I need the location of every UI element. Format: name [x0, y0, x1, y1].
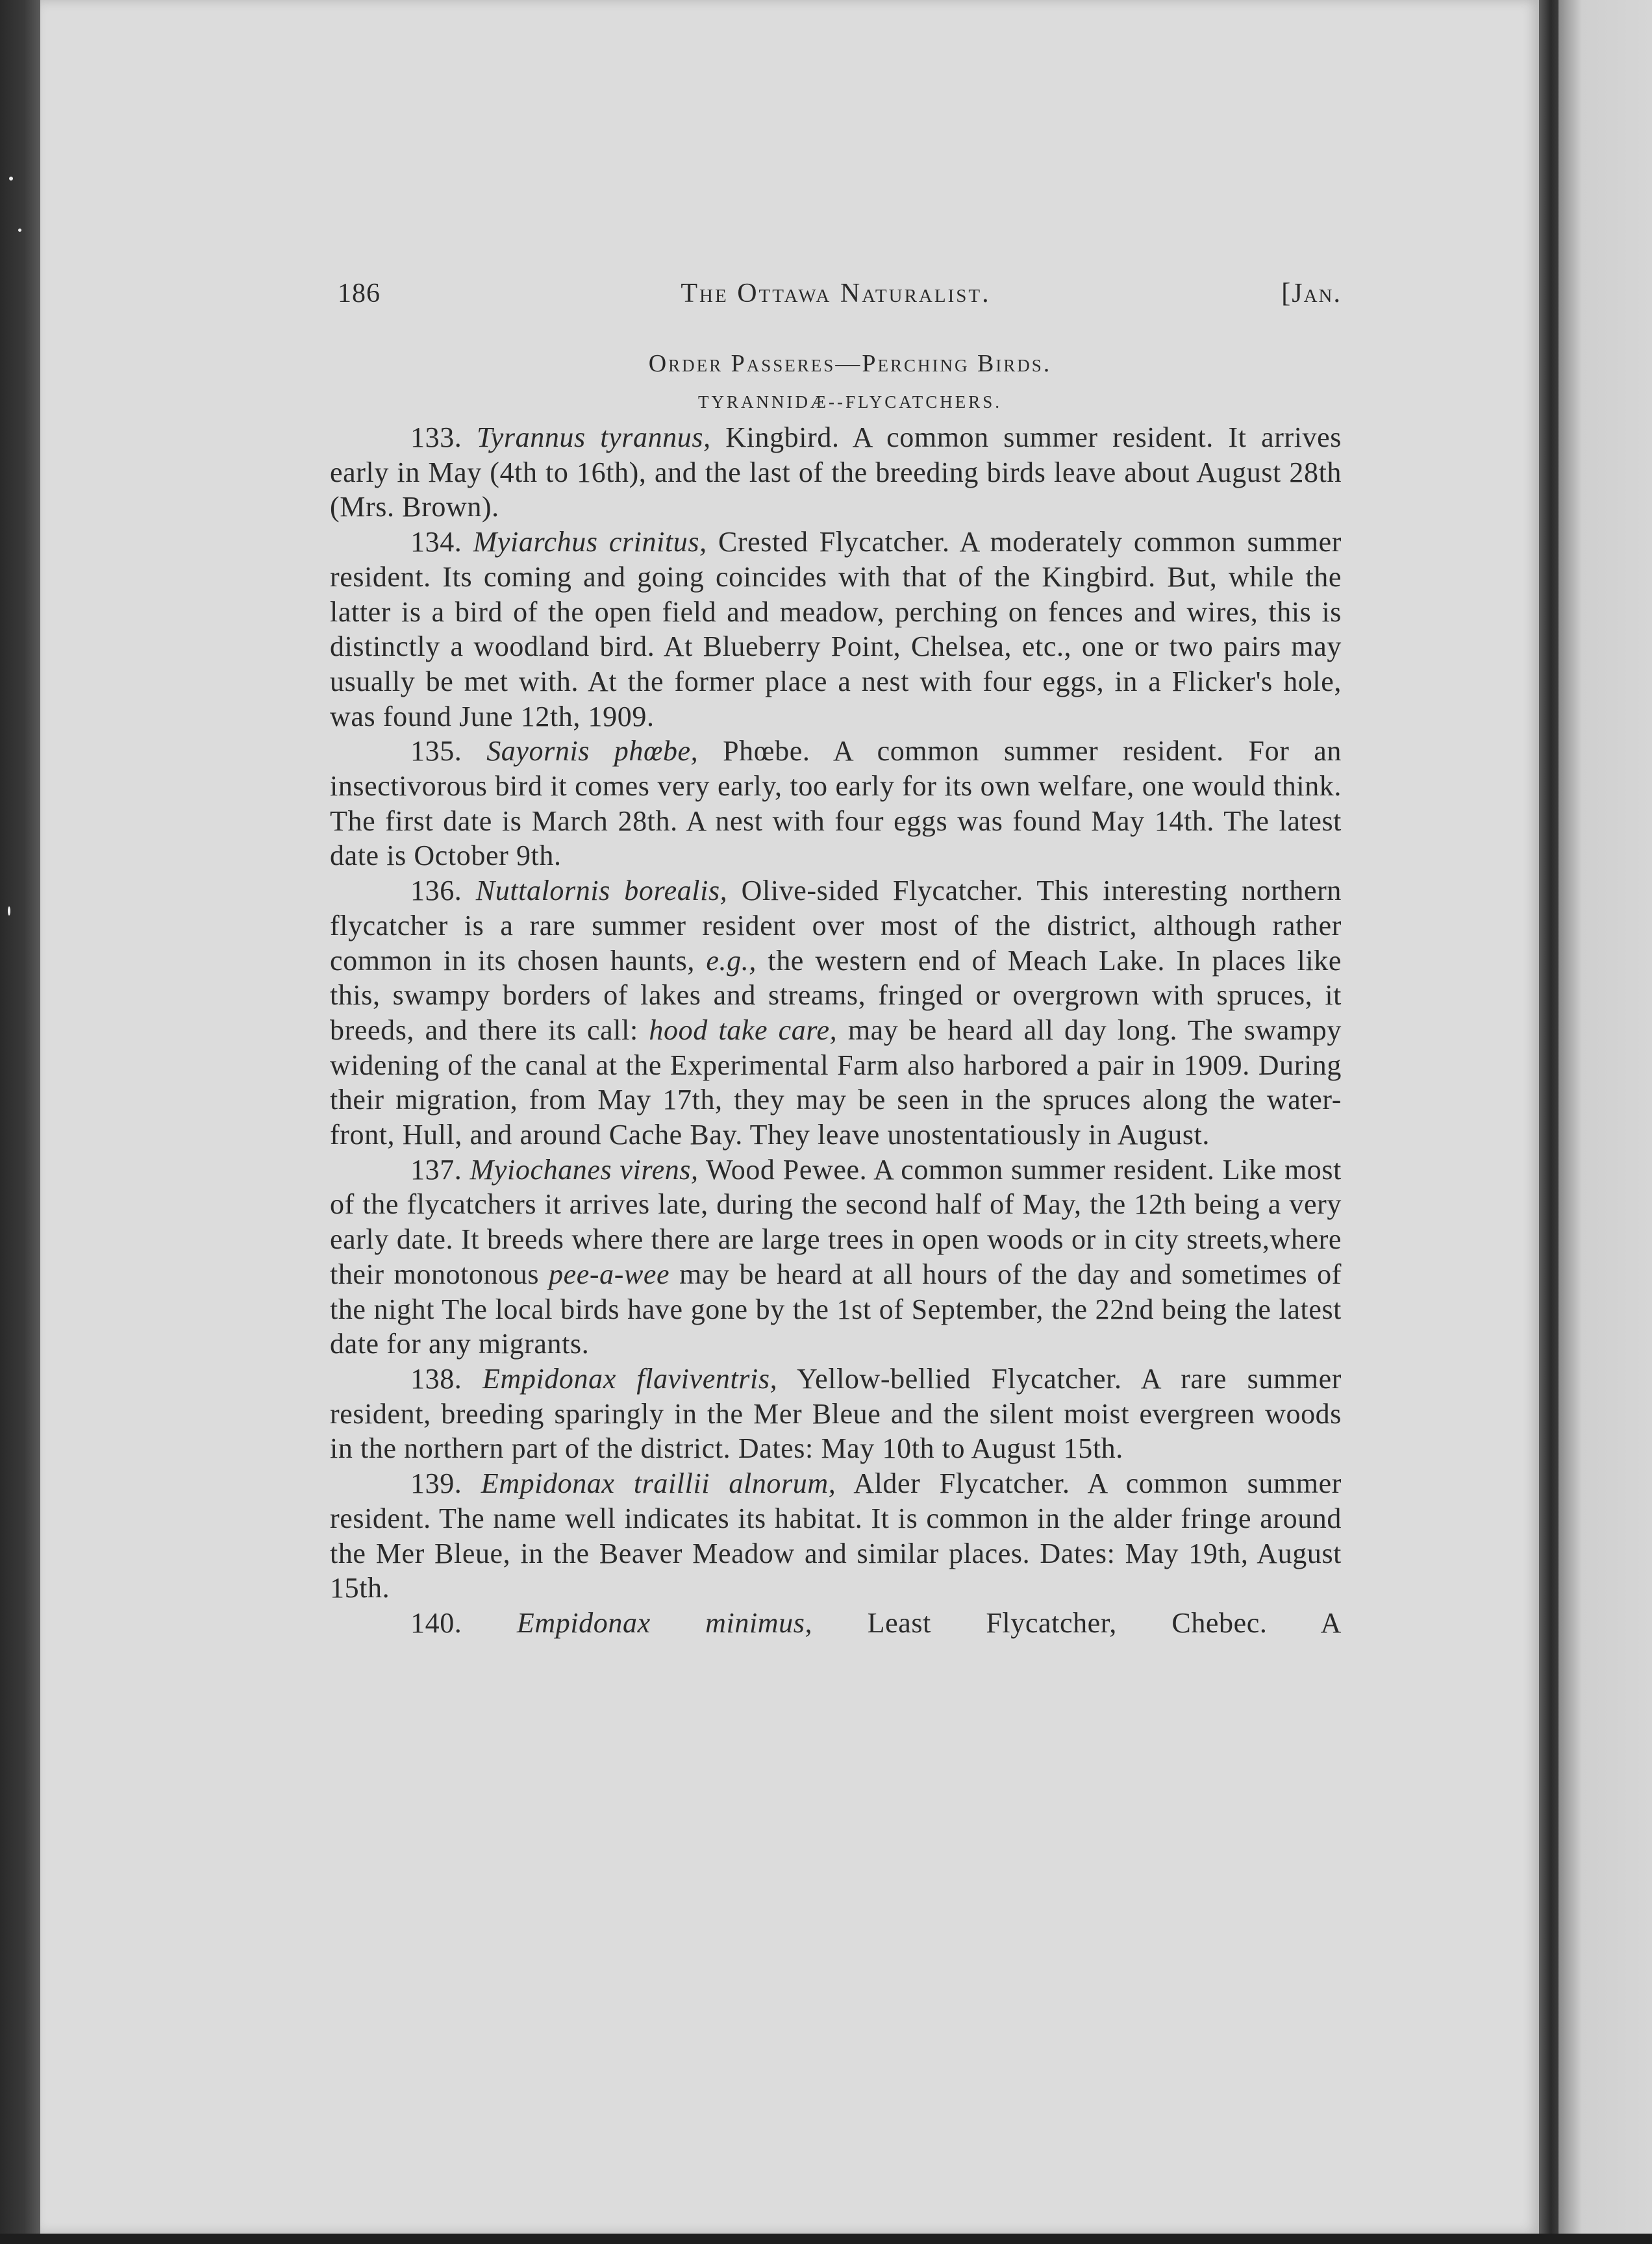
entry-number: 138. [410, 1362, 462, 1395]
family-heading: TYRANNIDÆ--FLYCATCHERS. [697, 392, 1003, 412]
scientific-name: Empidonax traillii alnorum, [481, 1467, 836, 1500]
species-entry [330, 1466, 1342, 1606]
entry-text: may be heard at all hours of the day and sometimes of the night The local birds have gone by the 1st of September, the 22nd being the latest date for any migrants. [330, 1258, 1342, 1360]
scan-speck [18, 229, 21, 232]
entry-text: A common summer resident. It arrives early in May (4th to 16th), and the last of the breeding birds leave about August 28th (Mrs. Brown). [330, 421, 1342, 523]
species-entry [330, 525, 1342, 734]
emphasis-text: e.g., [706, 944, 757, 977]
scientific-name: Empidonax flaviventris, [482, 1362, 778, 1395]
entry-number: 139. [410, 1467, 462, 1500]
bird-call-text: hood take care, [649, 1014, 838, 1046]
entry-text: A [1320, 1606, 1342, 1639]
entry-text: A rare summer resident, breeding sparingly in the Mer Bleue and the silent moist evergreen woods in the northern part of the district. Dates: May 10th to August 15th. [330, 1362, 1342, 1465]
common-name: Crested Flycatcher. [718, 526, 950, 558]
scientific-name: Nuttalornis borealis, [475, 875, 728, 907]
entry-text: A common summer resident. The name well indicates its habitat. It is common in the alder fringe around the Mer Bleue, in the Beaver Meadow and similar places. Dates: May 19th, August 15th. [330, 1467, 1342, 1604]
common-name: Olive-sided Flycatcher. [741, 875, 1023, 907]
book-gutter [1539, 0, 1558, 2234]
scientific-name: Sayornis phœbe, [486, 735, 699, 767]
entry-number: 137. [410, 1153, 462, 1186]
species-entry [330, 873, 1342, 1153]
entry-text: A common summer resident. For an insectivorous bird it comes very early, too early for its own welfare, one would think. The first date is March 28th. A nest with four eggs was found May 14th. The latest date is October 9th. [330, 735, 1342, 872]
issue-label: [Jan. [1281, 279, 1342, 308]
bird-call-text: pee-a-wee [549, 1258, 670, 1290]
entry-text: A common summer resident. Like most of the flycatchers it arrives late, during the second half of May, the 12th being a very early date. It breeds where there are large trees in open woods or in city streets,where their monotonous [330, 1153, 1342, 1290]
entry-text: the western end of Meach Lake. In places like this, swampy borders of lakes and streams, fringed or overgrown with spruces, it breeds, and there its call: [330, 944, 1342, 1046]
common-name: Phœbe. [723, 735, 810, 767]
species-entry [330, 734, 1342, 873]
common-name: Wood Pewee. [706, 1153, 868, 1186]
scan-left-margin [0, 0, 40, 2244]
entry-text: This interesting northern flycatcher is a rare summer resident over most of the district, although rather common in its chosen haunts, [330, 875, 1342, 977]
species-entry [330, 1153, 1342, 1362]
scientific-name: Tyrannus tyrannus, [476, 421, 711, 453]
scientific-name: Empidonax minimus, [516, 1606, 813, 1639]
page-content [330, 278, 1342, 1641]
entry-number: 140. [410, 1606, 462, 1639]
scientific-name: Myiarchus crinitus, [473, 526, 707, 558]
scan-speck [9, 177, 13, 181]
entry-number: 133. [410, 421, 462, 453]
journal-title: The Ottawa Naturalist. [681, 279, 991, 308]
order-heading: Order Passeres—Perching Birds. [648, 350, 1052, 377]
entry-number: 134. [410, 526, 462, 558]
running-head [330, 278, 1342, 321]
entry-text: may be heard all day long. The swampy widening of the canal at the Experimental Farm also harbored a pair in 1909. During their migration, from May 17th, they may be seen in the spruces along the water-front, Hull, and around Cache Bay. They leave unostentatiously in August. [330, 1014, 1342, 1151]
next-page-edge [1558, 0, 1652, 2234]
species-entry [330, 420, 1342, 525]
scientific-name: Myiochanes virens, [469, 1153, 699, 1186]
common-name: Yellow-bellied Flycatcher. [797, 1362, 1122, 1395]
entry-number: 135. [410, 735, 462, 767]
species-entry [330, 1362, 1342, 1466]
scan-speck [8, 906, 10, 916]
common-name: Alder Flycatcher. [853, 1467, 1070, 1500]
common-name: Least Flycatcher, Chebec. [867, 1606, 1268, 1639]
page-number: 186 [338, 279, 381, 308]
scan-bottom-edge [0, 2234, 1652, 2244]
entry-text: A moderately common summer resident. Its coming and going coincides with that of the Kingbird. But, while the latter is a bird of the open field and meadow, perching on fences and wires, this is distinctly a woodland bird. At Blueberry Point, Chelsea, etc., one or two pairs may usually be met with. At the former place a nest with four eggs, in a Flicker's hole, was found June 12th, 1909. [330, 526, 1342, 732]
entry-number: 136. [410, 875, 462, 907]
common-name: Kingbird. [725, 421, 840, 453]
species-entry [330, 1606, 1342, 1641]
